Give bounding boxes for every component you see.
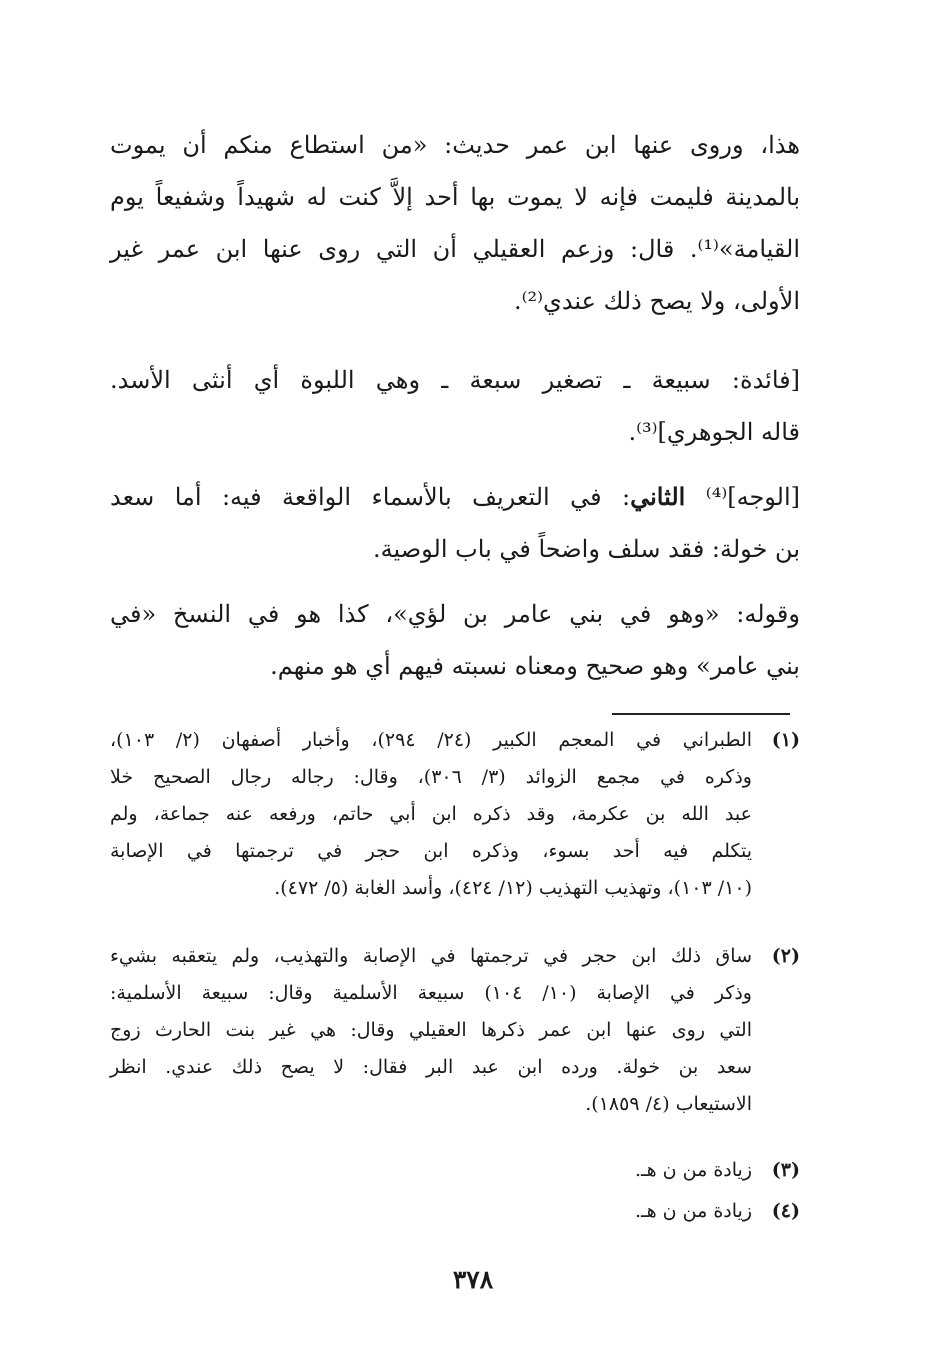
footnote-line: وذكر في الإصابة (١٠/ ١٠٤) سبيعة الأسلمية وقال: سبيعة الأسلمية:: [110, 982, 752, 1004]
footnote-number: (١): [771, 729, 800, 751]
text-line: الأولى، ولا يصح ذلك عندي⁽²⁾.: [513, 287, 800, 315]
paragraph-hadith: [110, 119, 800, 327]
footnote-2: [110, 938, 800, 1123]
footnote-line: ساق ذلك ابن حجر في ترجمتها في الإصابة والتهذيب، ولم يتعقبه بشيء: [110, 945, 752, 967]
footnote-1: [110, 722, 800, 907]
footnote-line: عبد الله بن عكرمة، وقد ذكره ابن أبي حاتم، ورفعه عنه جماعة، ولم: [110, 803, 752, 825]
page-number: ٣٧٨: [452, 1265, 494, 1294]
footnote-line: زيادة من ن هـ.: [634, 1200, 752, 1222]
footnote-line: (١٠/ ١٠٣)، وتهذيب التهذيب (١٢/ ٤٢٤)، وأسد الغابة (٥/ ٤٧٢).: [274, 877, 752, 899]
paragraph-quote-note: [110, 588, 800, 692]
footnote-number: (٣): [771, 1159, 800, 1181]
text-line: [110, 471, 800, 523]
footnote-line: وذكره في مجمع الزوائد (٣/ ٣٠٦)، وقال: رجاله رجال الصحيح خلا: [110, 766, 752, 788]
text-line: وقوله: «وهو في بني عامر بن لؤي»، كذا هو في النسخ «في: [110, 600, 800, 628]
text-line: بني عامر» وهو صحيح ومعناه نسبته فيهم أي هو منهم.: [270, 652, 800, 680]
aspect-label: [الوجه]⁽⁴⁾: [705, 483, 801, 511]
text-line: القيامة»⁽¹⁾. قال: وزعم العقيلي أن التي روى عنها ابن عمر غير: [110, 235, 800, 263]
footnote-number: (٤): [771, 1200, 800, 1222]
aspect-heading: الثاني: [630, 482, 686, 511]
footnote-line: الاستيعاب (٤/ ١٨٥٩).: [585, 1093, 752, 1115]
aspect-text: : في التعريف بالأسماء الواقعة فيه: أما سعد: [110, 483, 631, 511]
footnote-line: سعد بن خولة. ورده ابن عبد البر فقال: لا يصح ذلك عندي. انظر: [110, 1056, 752, 1078]
text-line: قاله الجوهري]⁽³⁾.: [628, 418, 800, 446]
footnote-line: زيادة من ن هـ.: [634, 1159, 752, 1181]
paragraph-second-aspect: [110, 471, 800, 575]
footnote-line: التي روى عنها ابن عمر ذكرها العقيلي وقال: هي غير بنت الحارث زوج: [110, 1019, 752, 1041]
footnote-line: الطبراني في المعجم الكبير (٢٤/ ٢٩٤)، وأخبار أصفهان (٢/ ١٠٣)،: [110, 729, 753, 751]
footnote-line: يتكلم فيه أحد بسوء، وذكره ابن حجر في ترجمتها في الإصابة: [110, 840, 752, 862]
text-line: [فائدة: سبيعة ـ تصغير سبعة ـ وهي اللبوة أي أنثى الأسد.: [110, 366, 800, 394]
footnote-3: [110, 1152, 800, 1189]
text-line: هذا، وروى عنها ابن عمر حديث: «من استطاع منكم أن يموت: [110, 131, 800, 159]
footnote-4: [110, 1193, 800, 1230]
text-line: بالمدينة فليمت فإنه لا يموت بها أحد إلاَّ كنت له شهيداً وشفيعاً يوم: [110, 183, 800, 211]
paragraph-benefit-note: [110, 354, 800, 458]
footnote-separator: [612, 713, 790, 715]
footnote-number: (٢): [771, 945, 800, 967]
text-line: بن خولة: فقد سلف واضحاً في باب الوصية.: [373, 535, 800, 563]
